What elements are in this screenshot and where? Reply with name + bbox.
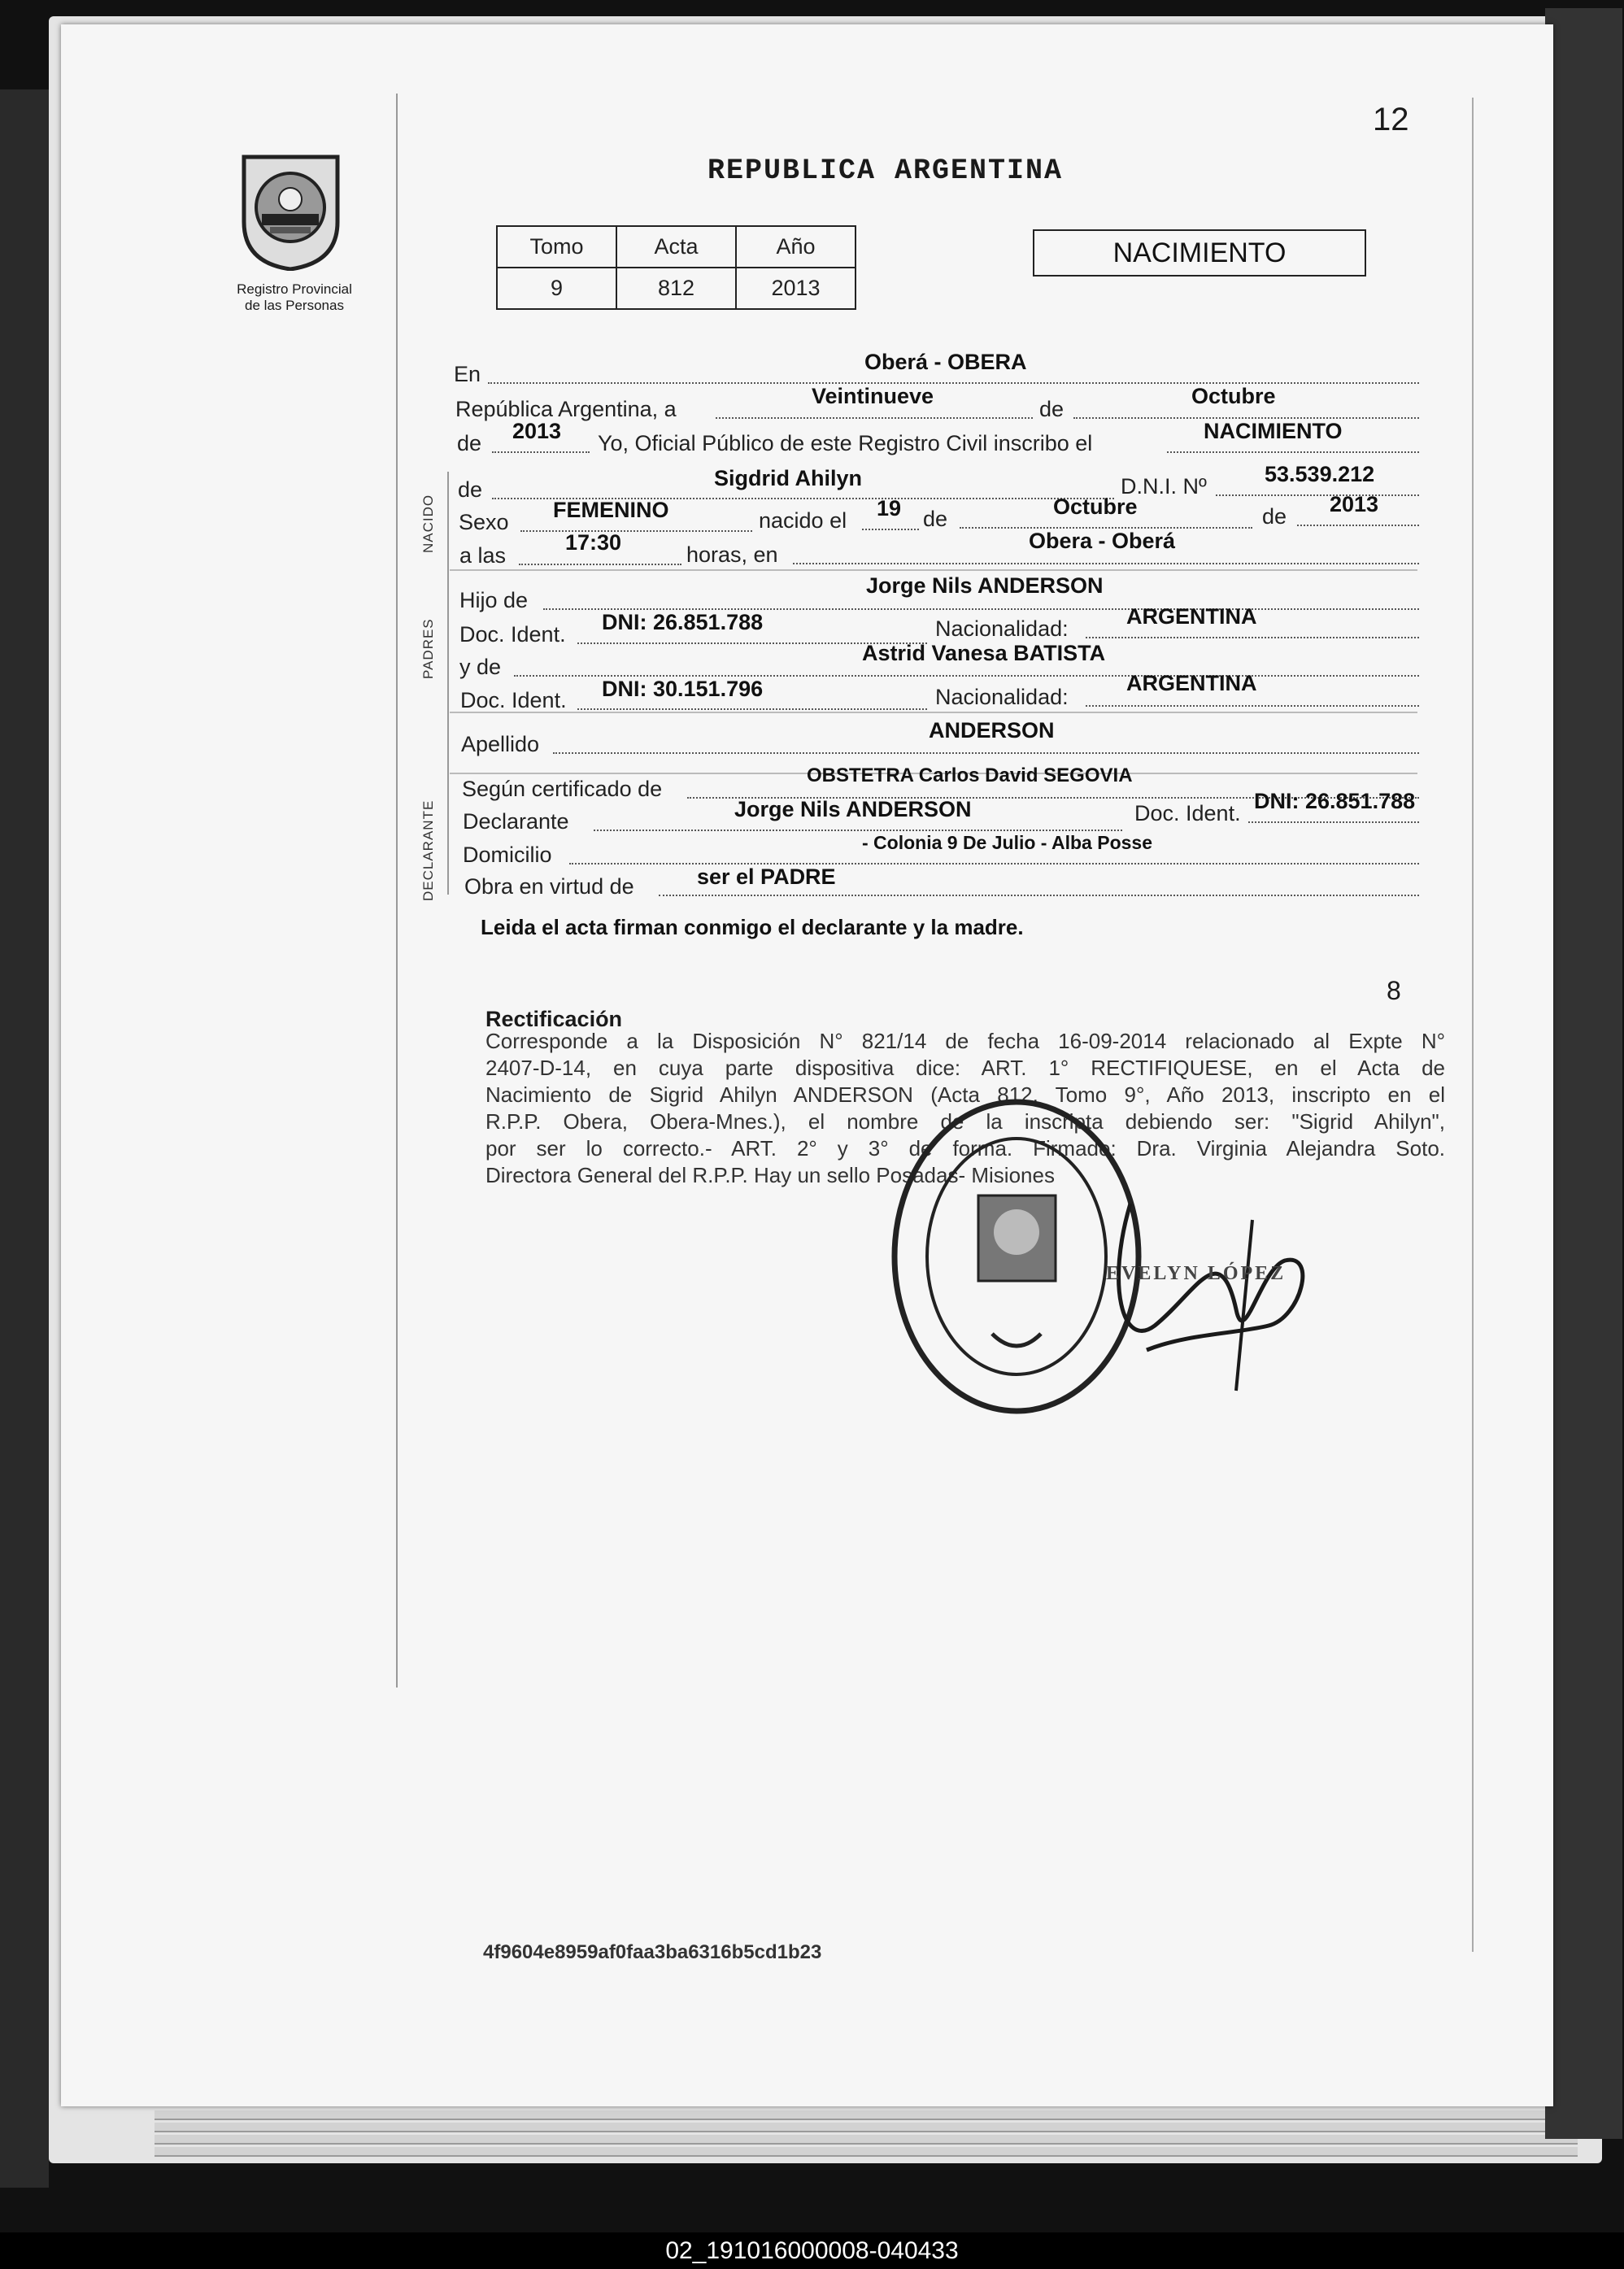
child-name: Sigdrid Ahilyn <box>714 466 862 490</box>
rectification-line: por ser lo correcto.- ART. 2° y 3° de forma. Firmado: Dra. Virginia Alejandra Soto. <box>485 1136 1445 1161</box>
place-label: En <box>454 362 481 386</box>
place-value: Oberá - OBERA <box>864 350 1027 374</box>
signature-name: EVELYN LÓPEZ <box>1106 1263 1287 1284</box>
capacity-value: ser el PADRE <box>697 864 836 889</box>
section-label-declarant: DECLARANTE <box>420 799 436 901</box>
signature <box>1073 1187 1342 1399</box>
province-seal-icon <box>236 149 346 271</box>
section-divider-line <box>447 472 449 895</box>
officer-text: Yo, Oficial Público de este Registro Civil inscribo el <box>598 431 1093 455</box>
born-month: Octubre <box>1053 494 1138 519</box>
father-label: Hijo de <box>459 588 529 612</box>
capacity-label: Obra en virtud de <box>464 874 634 899</box>
page-number: 12 <box>1373 102 1409 137</box>
country-label: República Argentina, a <box>455 397 677 421</box>
time-value: 17:30 <box>565 530 622 555</box>
cert-value: OBSTETRA Carlos David SEGOVIA <box>807 764 1133 786</box>
surname-value: ANDERSON <box>929 718 1055 743</box>
born-year: 2013 <box>1330 492 1379 516</box>
sex-label: Sexo <box>459 510 509 534</box>
rectification-line: 2407-D-14, en cuya parte dispositiva dice: ART. 1° RECTIFIQUESE, en el Acta de <box>485 1056 1445 1080</box>
declarant-name: Jorge Nils ANDERSON <box>734 797 972 821</box>
month-value: Octubre <box>1191 384 1276 408</box>
surname-label: Apellido <box>461 732 540 756</box>
mother-label: y de <box>459 655 502 679</box>
rectification-number: 8 <box>1387 976 1401 1005</box>
rectification-line: R.P.P. Obera, Obera-Mnes.), el nombre de la inscripta debiendo ser: "Sigrid Ahilyn", <box>485 1109 1445 1134</box>
father-doc: DNI: 26.851.788 <box>602 610 764 634</box>
address-value: - Colonia 9 De Julio - Alba Posse <box>862 832 1152 853</box>
born-label: nacido el <box>759 508 847 533</box>
reference-table <box>496 225 856 310</box>
rectification-line: Corresponde a la Disposición N° 821/14 de fecha 16-09-2014 relacionado al Expte N° <box>485 1029 1445 1053</box>
father-name: Jorge Nils ANDERSON <box>866 573 1104 598</box>
separator <box>450 569 1417 571</box>
time-label: a las <box>459 543 507 568</box>
father-doc-label: Doc. Ident. <box>459 622 566 647</box>
mother-doc-label: Doc. Ident. <box>460 688 567 712</box>
ref-header-ano: Año <box>736 226 856 268</box>
mother-nat: ARGENTINA <box>1126 671 1257 695</box>
child-dni: 53.539.212 <box>1265 462 1375 486</box>
registry-label: Registro Provincial de las Personas <box>237 281 352 313</box>
ref-value-acta: 812 <box>616 268 736 309</box>
name-label: de <box>458 477 483 502</box>
frame-left-line <box>396 94 398 1688</box>
rectification-line: Directora General del R.P.P. Hay un sello Posadas- Misiones <box>485 1163 1055 1187</box>
de-year-label: de <box>457 431 482 455</box>
ref-header-acta: Acta <box>616 226 736 268</box>
declarant-doc: DNI: 26.851.788 <box>1254 789 1416 813</box>
scan-id: 02_191016000008-040433 <box>0 2232 1624 2269</box>
act-type-box: NACIMIENTO <box>1033 229 1366 277</box>
born-day: 19 <box>877 496 902 520</box>
ref-value-ano: 2013 <box>736 268 856 309</box>
rectification-line: Nacimiento de Sigrid Ahilyn ANDERSON (Acta 812, Tomo 9°, Año 2013, inscripto en el <box>485 1082 1445 1107</box>
mother-name: Astrid Vanesa BATISTA <box>862 641 1106 665</box>
cert-label: Según certificado de <box>462 777 663 801</box>
frame-right-line <box>1472 98 1474 1952</box>
father-nat-label: Nacionalidad: <box>935 616 1069 641</box>
dni-label: D.N.I. Nº <box>1121 474 1207 499</box>
declarant-doc-label: Doc. Ident. <box>1134 801 1241 825</box>
document-hash: 4f9604e8959af0faa3ba6316b5cd1b23 <box>483 1941 822 1963</box>
born-place: Obera - Oberá <box>1029 529 1176 553</box>
hours-label: horas, en <box>686 542 778 567</box>
day-value: Veintinueve <box>812 384 934 408</box>
binder-right <box>1545 8 1622 2139</box>
separator <box>450 712 1417 713</box>
closing-statement: Leida el acta firman conmigo el declarante y la madre. <box>481 915 1024 939</box>
born-de-label: de <box>923 507 948 531</box>
binder-left <box>0 89 49 2188</box>
mother-doc: DNI: 30.151.796 <box>602 677 764 701</box>
year-value: 2013 <box>512 419 562 443</box>
ref-value-tomo: 9 <box>497 268 616 309</box>
ref-header-tomo: Tomo <box>497 226 616 268</box>
born-de2-label: de <box>1262 504 1287 529</box>
section-label-born: NACIDO <box>420 494 436 553</box>
de-label: de <box>1039 397 1065 421</box>
father-nat: ARGENTINA <box>1126 604 1257 629</box>
document-title: REPUBLICA ARGENTINA <box>708 155 1064 187</box>
mother-nat-label: Nacionalidad: <box>935 685 1069 709</box>
declarant-label: Declarante <box>463 809 569 834</box>
address-label: Domicilio <box>463 843 552 867</box>
rectification-title: Rectificación <box>485 1007 623 1031</box>
sex-value: FEMENINO <box>553 498 669 522</box>
act-value: NACIMIENTO <box>1204 419 1343 443</box>
section-label-parents: PADRES <box>420 618 436 679</box>
